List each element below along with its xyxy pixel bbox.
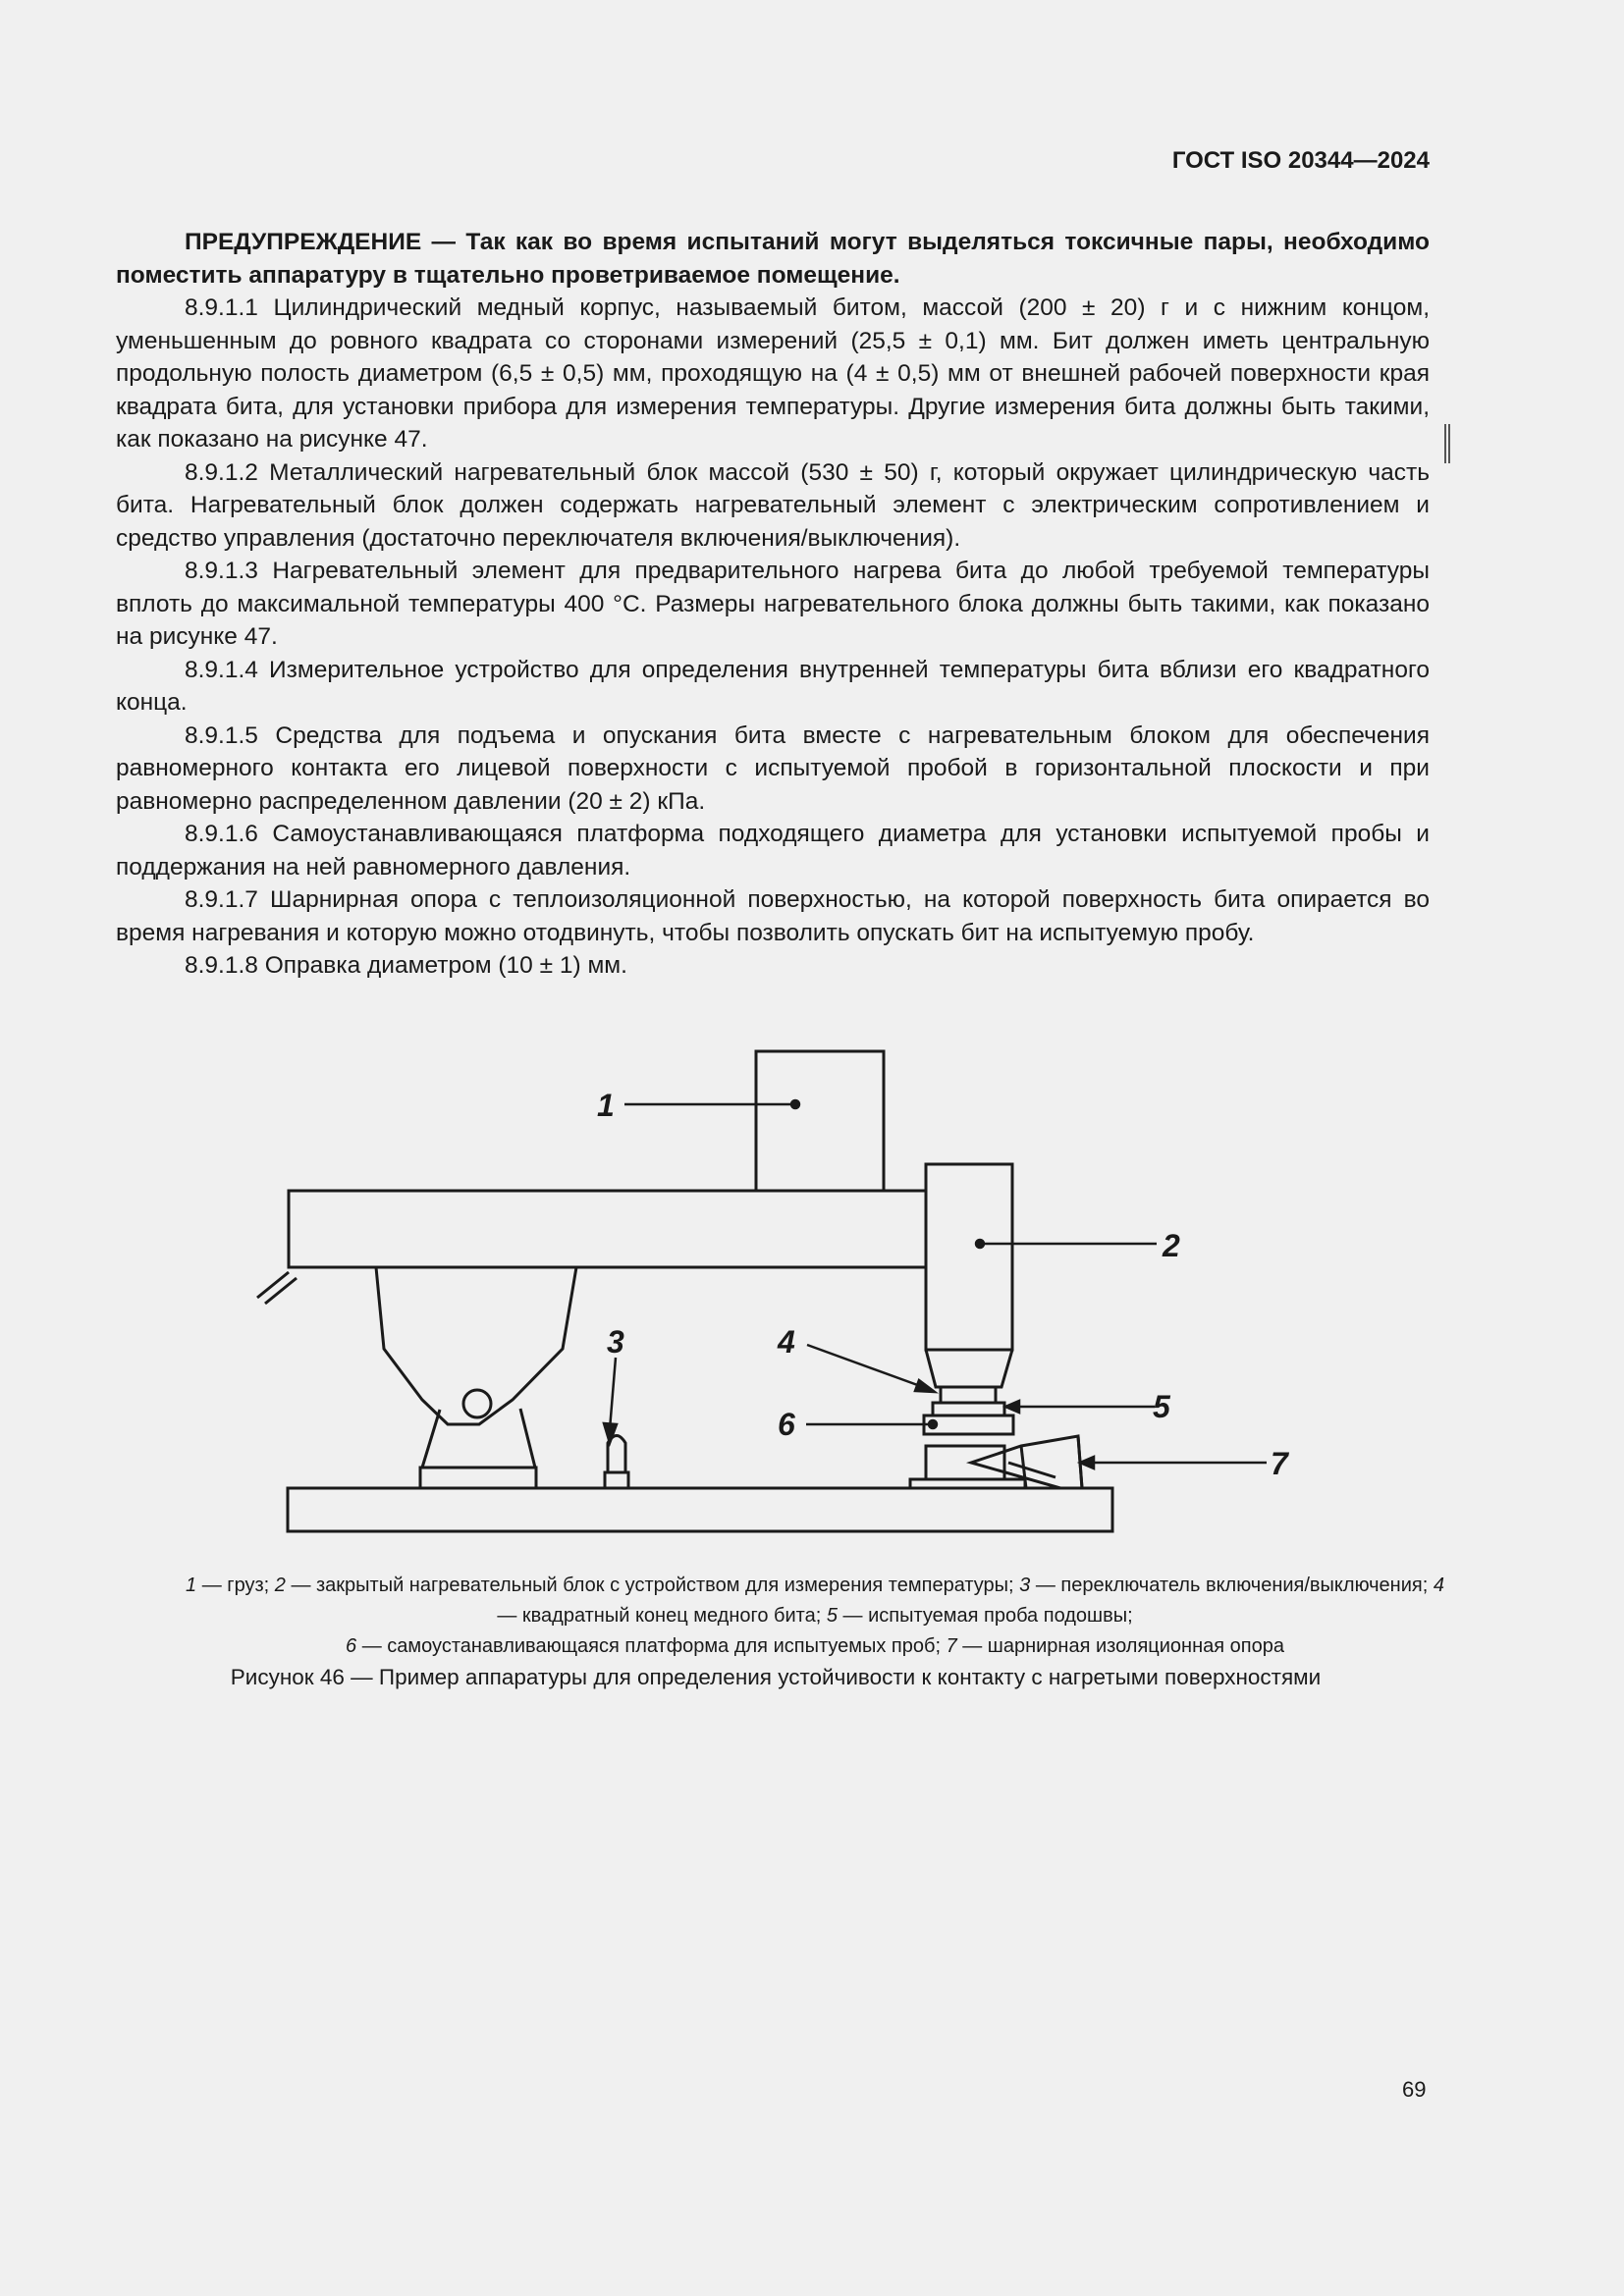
- figure-label-5: 5: [1153, 1389, 1170, 1424]
- legend-text-6: — самоустанавливающаяся платформа для испытуемых проб;: [356, 1635, 947, 1657]
- paragraph-8-9-1-3: 8.9.1.3 Нагревательный элемент для предварительного нагрева бита до любой требуемой температуры вплоть до максимальной температуры 400 °С. Размеры нагревательного блока должны быть такими, как показано на рисунке 47.: [116, 558, 1430, 650]
- paragraph-8-9-1-1: 8.9.1.1 Цилиндрический медный корпус, называемый битом, массой (200 ± 20) г и с нижним концом, уменьшенным до ровного квадрата со сторонами измерений (25,5 ± 0,1) мм. Бит должен иметь центральную продольную полость диаметром (6,5 ± 0,5) мм, проходящую на (4 ± 0,5) мм от внешней рабочей поверхности края квадрата бита, для установки прибора для измерения температуры. Другие измерения бита должны быть такими, как показано на рисунке 47.: [116, 294, 1430, 453]
- figure-caption: Рисунок 46 — Пример аппаратуры для определения устойчивости к контакту с нагретыми поверхностями: [230, 1665, 1322, 1689]
- paragraph-8-9-1-6: 8.9.1.6 Самоустанавливающаяся платформа подходящего диаметра для установки испытуемой пробы и поддержания на ней равномерного давления.: [116, 821, 1430, 881]
- pivot-hanger: [376, 1267, 576, 1424]
- switch-base: [605, 1472, 628, 1488]
- figure-label-4: 4: [778, 1324, 795, 1360]
- heating-block: [926, 1164, 1012, 1350]
- weight-box: [756, 1051, 884, 1191]
- beam: [289, 1191, 926, 1267]
- figure-label-7: 7: [1271, 1446, 1288, 1481]
- legend-num-5: 5: [826, 1605, 838, 1627]
- legend-text-2: — закрытый нагревательный блок с устройством для измерения температуры;: [285, 1575, 1020, 1596]
- legend-text-7: — шарнирная изоляционная опора: [956, 1635, 1284, 1657]
- figure-label-1: 1: [597, 1088, 615, 1123]
- bit-square: [933, 1403, 1004, 1415]
- figure-label-2: 2: [1163, 1228, 1180, 1263]
- legend-text-5: — испытуемая проба подошвы;: [837, 1605, 1133, 1627]
- legend-num-4: 4: [1433, 1575, 1444, 1596]
- legend-num-6: 6: [346, 1635, 357, 1657]
- legend-num-3: 3: [1019, 1575, 1031, 1596]
- pivot-circle: [463, 1390, 491, 1417]
- figure-legend: [177, 1571, 1453, 1662]
- paragraph-8-9-1-8: 8.9.1.8 Оправка диаметром (10 ± 1) мм.: [185, 952, 627, 979]
- paragraph-8-9-1-5: 8.9.1.5 Средства для подъема и опускания бита вместе с нагревательным блоком для обеспечения равномерного контакта его лицевой поверхности с испытуемой пробой в горизонтальной плоскости и при равномерно распределенном давлении (20 ± 2) кПа.: [116, 721, 1430, 815]
- legend-text-1: — груз;: [196, 1575, 275, 1596]
- paragraph-8-9-1-2: 8.9.1.2 Металлический нагревательный блок массой (530 ± 50) г, который окружает цилиндрическую часть бита. Нагревательный блок должен содержать нагревательный элемент с электрическим сопротивлением и средство управления (достаточно переключателя включения/выключения).: [116, 458, 1430, 552]
- page-number: 69: [1402, 2077, 1427, 2102]
- figure-label-3: 3: [607, 1324, 624, 1360]
- legend-num-1: 1: [186, 1575, 197, 1596]
- paragraph-8-9-1-7: 8.9.1.7 Шарнирная опора с теплоизоляционной поверхностью, на которой поверхность бита опирается во время нагревания и которую можно отодвинуть, чтобы позволить опускать бит на испытуемую пробу.: [116, 886, 1430, 946]
- legend-text-4: — квадратный конец медного бита;: [497, 1605, 827, 1627]
- paragraph-8-9-1-4: 8.9.1.4 Измерительное устройство для определения внутренней температуры бита вблизи его квадратного конца.: [116, 656, 1430, 716]
- base-plate: [288, 1488, 1112, 1531]
- document-header: ГОСТ ISO 20344—2024: [1171, 147, 1430, 174]
- legend-num-2: 2: [274, 1575, 286, 1596]
- figure-label-6: 6: [778, 1407, 795, 1442]
- legend-text-3: — переключатель включения/выключения;: [1030, 1575, 1434, 1596]
- legend-num-7: 7: [946, 1635, 957, 1657]
- warning-paragraph: ПРЕДУПРЕЖДЕНИЕ — Так как во время испытаний могут выделяться токсичные пары, необходимо поместить аппаратуру в тщательно проветриваемое помещение.: [116, 229, 1430, 289]
